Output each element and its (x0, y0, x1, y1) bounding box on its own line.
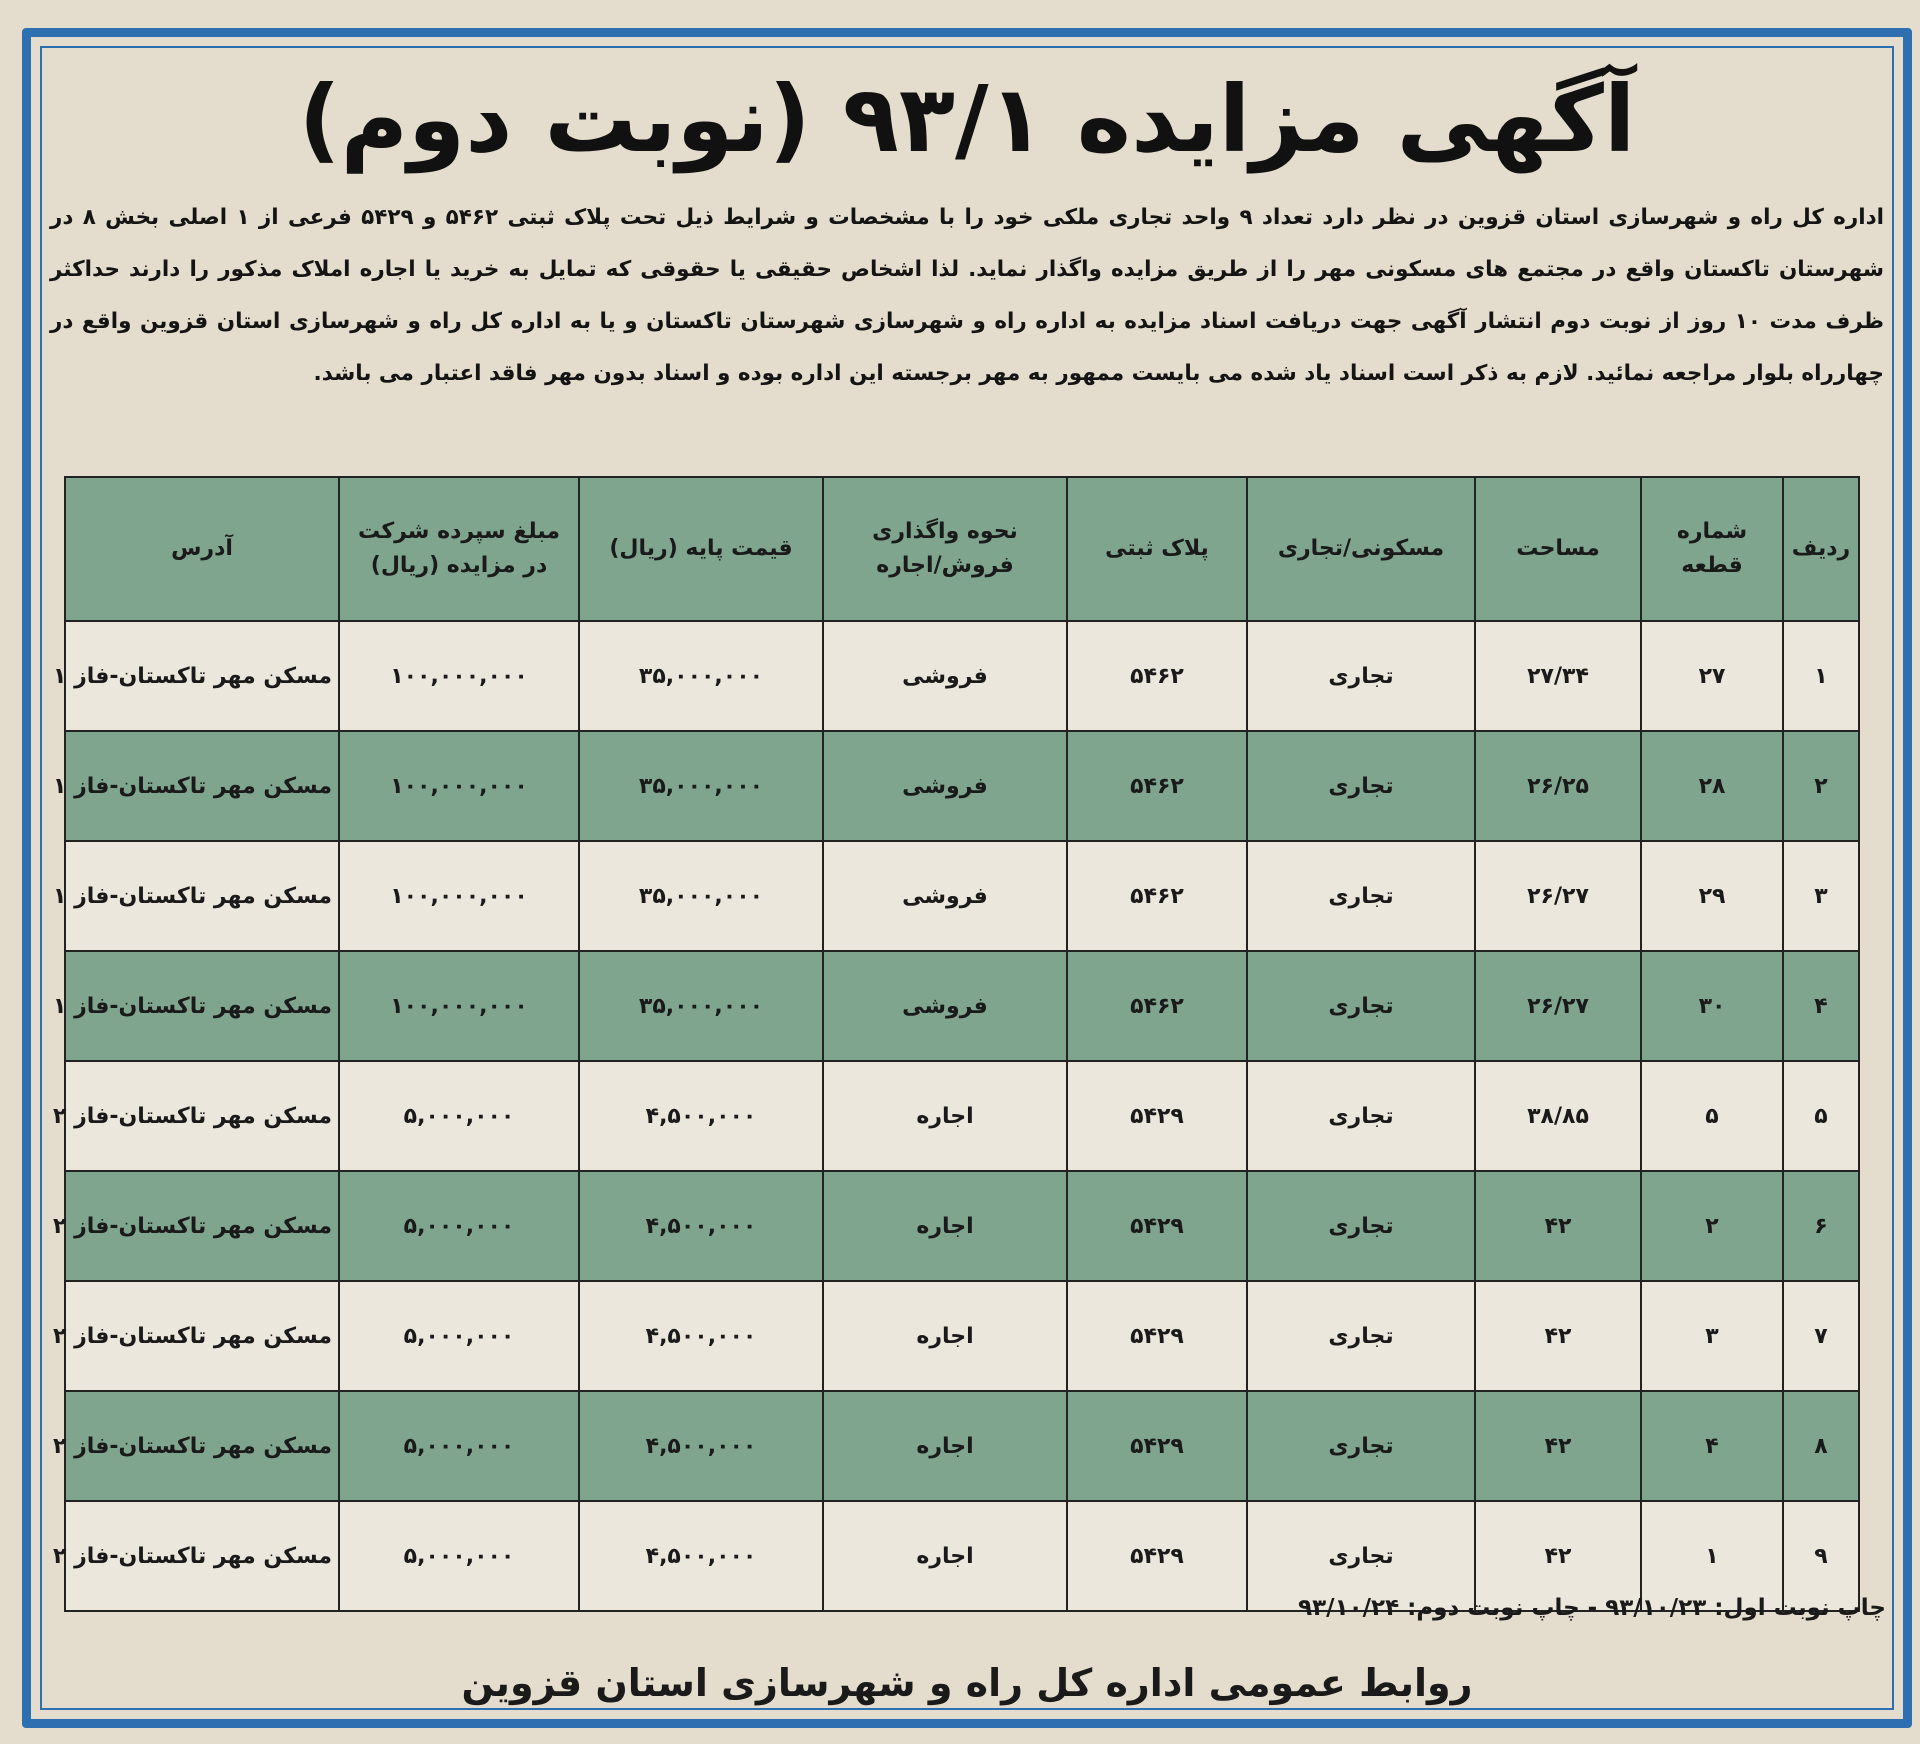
cell-method: فروشی (823, 841, 1067, 951)
cell-plate: ۵۴۶۲ (1067, 731, 1247, 841)
cell-row: ۳ (1783, 841, 1859, 951)
cell-base-price: ۳۵,۰۰۰,۰۰۰ (579, 621, 823, 731)
table-row (65, 1281, 1859, 1391)
cell-base-price: ۴,۵۰۰,۰۰۰ (579, 1061, 823, 1171)
cell-address: مسکن مهر تاکستان-فاز ۲ (65, 1501, 339, 1611)
cell-row: ۲ (1783, 731, 1859, 841)
intro-paragraph (50, 192, 1884, 400)
cell-plot: ۲۹ (1641, 841, 1783, 951)
cell-base-price: ۳۵,۰۰۰,۰۰۰ (579, 841, 823, 951)
table-row (65, 1391, 1859, 1501)
cell-method: اجاره (823, 1391, 1067, 1501)
table-row (65, 621, 1859, 731)
cell-area: ۴۲ (1475, 1391, 1641, 1501)
footer-public-relations: روابط عمومی اداره کل راه و شهرسازی استان قزوین (461, 1661, 1473, 1705)
cell-base-price: ۳۵,۰۰۰,۰۰۰ (579, 951, 823, 1061)
table-row (65, 1171, 1859, 1281)
header-row-number: ردیف (1783, 477, 1859, 621)
cell-use: تجاری (1247, 621, 1475, 731)
cell-address: مسکن مهر تاکستان-فاز ۲ (65, 1281, 339, 1391)
cell-deposit: ۵,۰۰۰,۰۰۰ (339, 1501, 579, 1611)
cell-plot: ۵ (1641, 1061, 1783, 1171)
cell-area: ۳۸/۸۵ (1475, 1061, 1641, 1171)
cell-base-price: ۴,۵۰۰,۰۰۰ (579, 1281, 823, 1391)
cell-address: مسکن مهر تاکستان-فاز ۲ (65, 1391, 339, 1501)
table-row (65, 1061, 1859, 1171)
cell-use: تجاری (1247, 731, 1475, 841)
cell-use: تجاری (1247, 1171, 1475, 1281)
header-area: مساحت (1475, 477, 1641, 621)
cell-use: تجاری (1247, 951, 1475, 1061)
cell-address: مسکن مهر تاکستان-فاز ۱ (65, 951, 339, 1061)
cell-method: اجاره (823, 1061, 1067, 1171)
cell-method: فروشی (823, 621, 1067, 731)
table-row (65, 841, 1859, 951)
cell-row: ۶ (1783, 1171, 1859, 1281)
print-dates: چاپ نوبت اول: ۹۳/۱۰/۲۳ - چاپ نوبت دوم: ۹۳/۱۰/۲۴ (1298, 1595, 1886, 1621)
cell-row: ۷ (1783, 1281, 1859, 1391)
cell-plot: ۲۷ (1641, 621, 1783, 731)
cell-plate: ۵۴۲۹ (1067, 1061, 1247, 1171)
cell-address: مسکن مهر تاکستان-فاز ۲ (65, 1061, 339, 1171)
cell-row: ۴ (1783, 951, 1859, 1061)
cell-use: تجاری (1247, 1281, 1475, 1391)
cell-use: تجاری (1247, 1061, 1475, 1171)
header-usage: مسکونی/تجاری (1247, 477, 1475, 621)
cell-row: ۱ (1783, 621, 1859, 731)
header-transfer-method: نحوه واگذاری فروش/اجاره (823, 477, 1067, 621)
cell-row: ۹ (1783, 1501, 1859, 1611)
cell-deposit: ۱۰۰,۰۰۰,۰۰۰ (339, 731, 579, 841)
cell-plot: ۳۰ (1641, 951, 1783, 1061)
cell-plate: ۵۴۶۲ (1067, 621, 1247, 731)
cell-deposit: ۱۰۰,۰۰۰,۰۰۰ (339, 841, 579, 951)
cell-plate: ۵۴۲۹ (1067, 1391, 1247, 1501)
cell-deposit: ۵,۰۰۰,۰۰۰ (339, 1171, 579, 1281)
cell-plot: ۱ (1641, 1501, 1783, 1611)
cell-plot: ۲۸ (1641, 731, 1783, 841)
cell-method: اجاره (823, 1501, 1067, 1611)
table-header-row (65, 477, 1859, 621)
cell-deposit: ۵,۰۰۰,۰۰۰ (339, 1061, 579, 1171)
cell-area: ۲۶/۲۵ (1475, 731, 1641, 841)
header-address: آدرس (65, 477, 339, 621)
cell-area: ۲۶/۲۷ (1475, 841, 1641, 951)
cell-area: ۲۶/۲۷ (1475, 951, 1641, 1061)
cell-base-price: ۴,۵۰۰,۰۰۰ (579, 1171, 823, 1281)
cell-area: ۴۲ (1475, 1171, 1641, 1281)
cell-area: ۴۲ (1475, 1281, 1641, 1391)
cell-plot: ۳ (1641, 1281, 1783, 1391)
cell-deposit: ۵,۰۰۰,۰۰۰ (339, 1391, 579, 1501)
cell-plate: ۵۴۶۲ (1067, 951, 1247, 1061)
cell-row: ۸ (1783, 1391, 1859, 1501)
cell-plot: ۴ (1641, 1391, 1783, 1501)
cell-deposit: ۵,۰۰۰,۰۰۰ (339, 1281, 579, 1391)
cell-method: اجاره (823, 1171, 1067, 1281)
cell-method: اجاره (823, 1281, 1067, 1391)
cell-row: ۵ (1783, 1061, 1859, 1171)
cell-plot: ۲ (1641, 1171, 1783, 1281)
cell-address: مسکن مهر تاکستان-فاز ۱ (65, 731, 339, 841)
cell-address: مسکن مهر تاکستان-فاز ۲ (65, 1171, 339, 1281)
header-deposit: مبلغ سپرده شرکت در مزایده (ریال) (339, 477, 579, 621)
cell-base-price: ۳۵,۰۰۰,۰۰۰ (579, 731, 823, 841)
cell-address: مسکن مهر تاکستان-فاز ۱ (65, 621, 339, 731)
cell-use: تجاری (1247, 841, 1475, 951)
table-row (65, 951, 1859, 1061)
table-row (65, 731, 1859, 841)
cell-deposit: ۱۰۰,۰۰۰,۰۰۰ (339, 951, 579, 1061)
cell-area: ۴۲ (1475, 1501, 1641, 1611)
cell-method: فروشی (823, 731, 1067, 841)
cell-address: مسکن مهر تاکستان-فاز ۱ (65, 841, 339, 951)
cell-deposit: ۱۰۰,۰۰۰,۰۰۰ (339, 621, 579, 731)
cell-base-price: ۴,۵۰۰,۰۰۰ (579, 1501, 823, 1611)
header-plot-number: شماره قطعه (1641, 477, 1783, 621)
cell-plate: ۵۴۶۲ (1067, 841, 1247, 951)
cell-base-price: ۴,۵۰۰,۰۰۰ (579, 1391, 823, 1501)
cell-plate: ۵۴۲۹ (1067, 1281, 1247, 1391)
cell-use: تجاری (1247, 1391, 1475, 1501)
auction-table (52, 476, 1860, 1612)
cell-plate: ۵۴۲۹ (1067, 1501, 1247, 1611)
header-registry-plate: پلاک ثبتی (1067, 477, 1247, 621)
cell-use: تجاری (1247, 1501, 1475, 1611)
intro-text: اداره کل راه و شهرسازی استان قزوین در نظر دارد تعداد ۹ واحد تجاری ملکی خود را با مشخصات و شرایط ذیل تحت پلاک ثبتی ۵۴۶۲ و ۵۴۲۹ فرعی از ۱ اصلی بخش ۸ در شهرستان تاکستان واقع در مجتمع های مسکونی مهر را از طریق مزایده واگذار نماید. لذا اشخاص حقیقی یا حقوقی که تمایل به خرید یا اجاره املاک مذکور را دارند حداکثر ظرف مدت ۱۰ روز از نوبت دوم انتشار آگهی جهت دریافت اسناد مزایده به اداره راه و شهرسازی شهرستان تاکستان و یا به اداره کل راه و شهرسازی استان قزوین واقع در چهارراه بلوار مراجعه نمائید. لازم به ذکر است اسناد یاد شده می بایست ممهور به مهر برجسته این اداره بوده و اسناد بدون مهر فاقد اعتبار می باشد. (50, 205, 1885, 386)
cell-method: فروشی (823, 951, 1067, 1061)
header-base-price: قیمت پایه (ریال) (579, 477, 823, 621)
cell-area: ۲۷/۳۴ (1475, 621, 1641, 731)
cell-plate: ۵۴۲۹ (1067, 1171, 1247, 1281)
announcement-title: آگهی مزایده ۹۳/۱ (نوبت دوم) (298, 66, 1636, 173)
